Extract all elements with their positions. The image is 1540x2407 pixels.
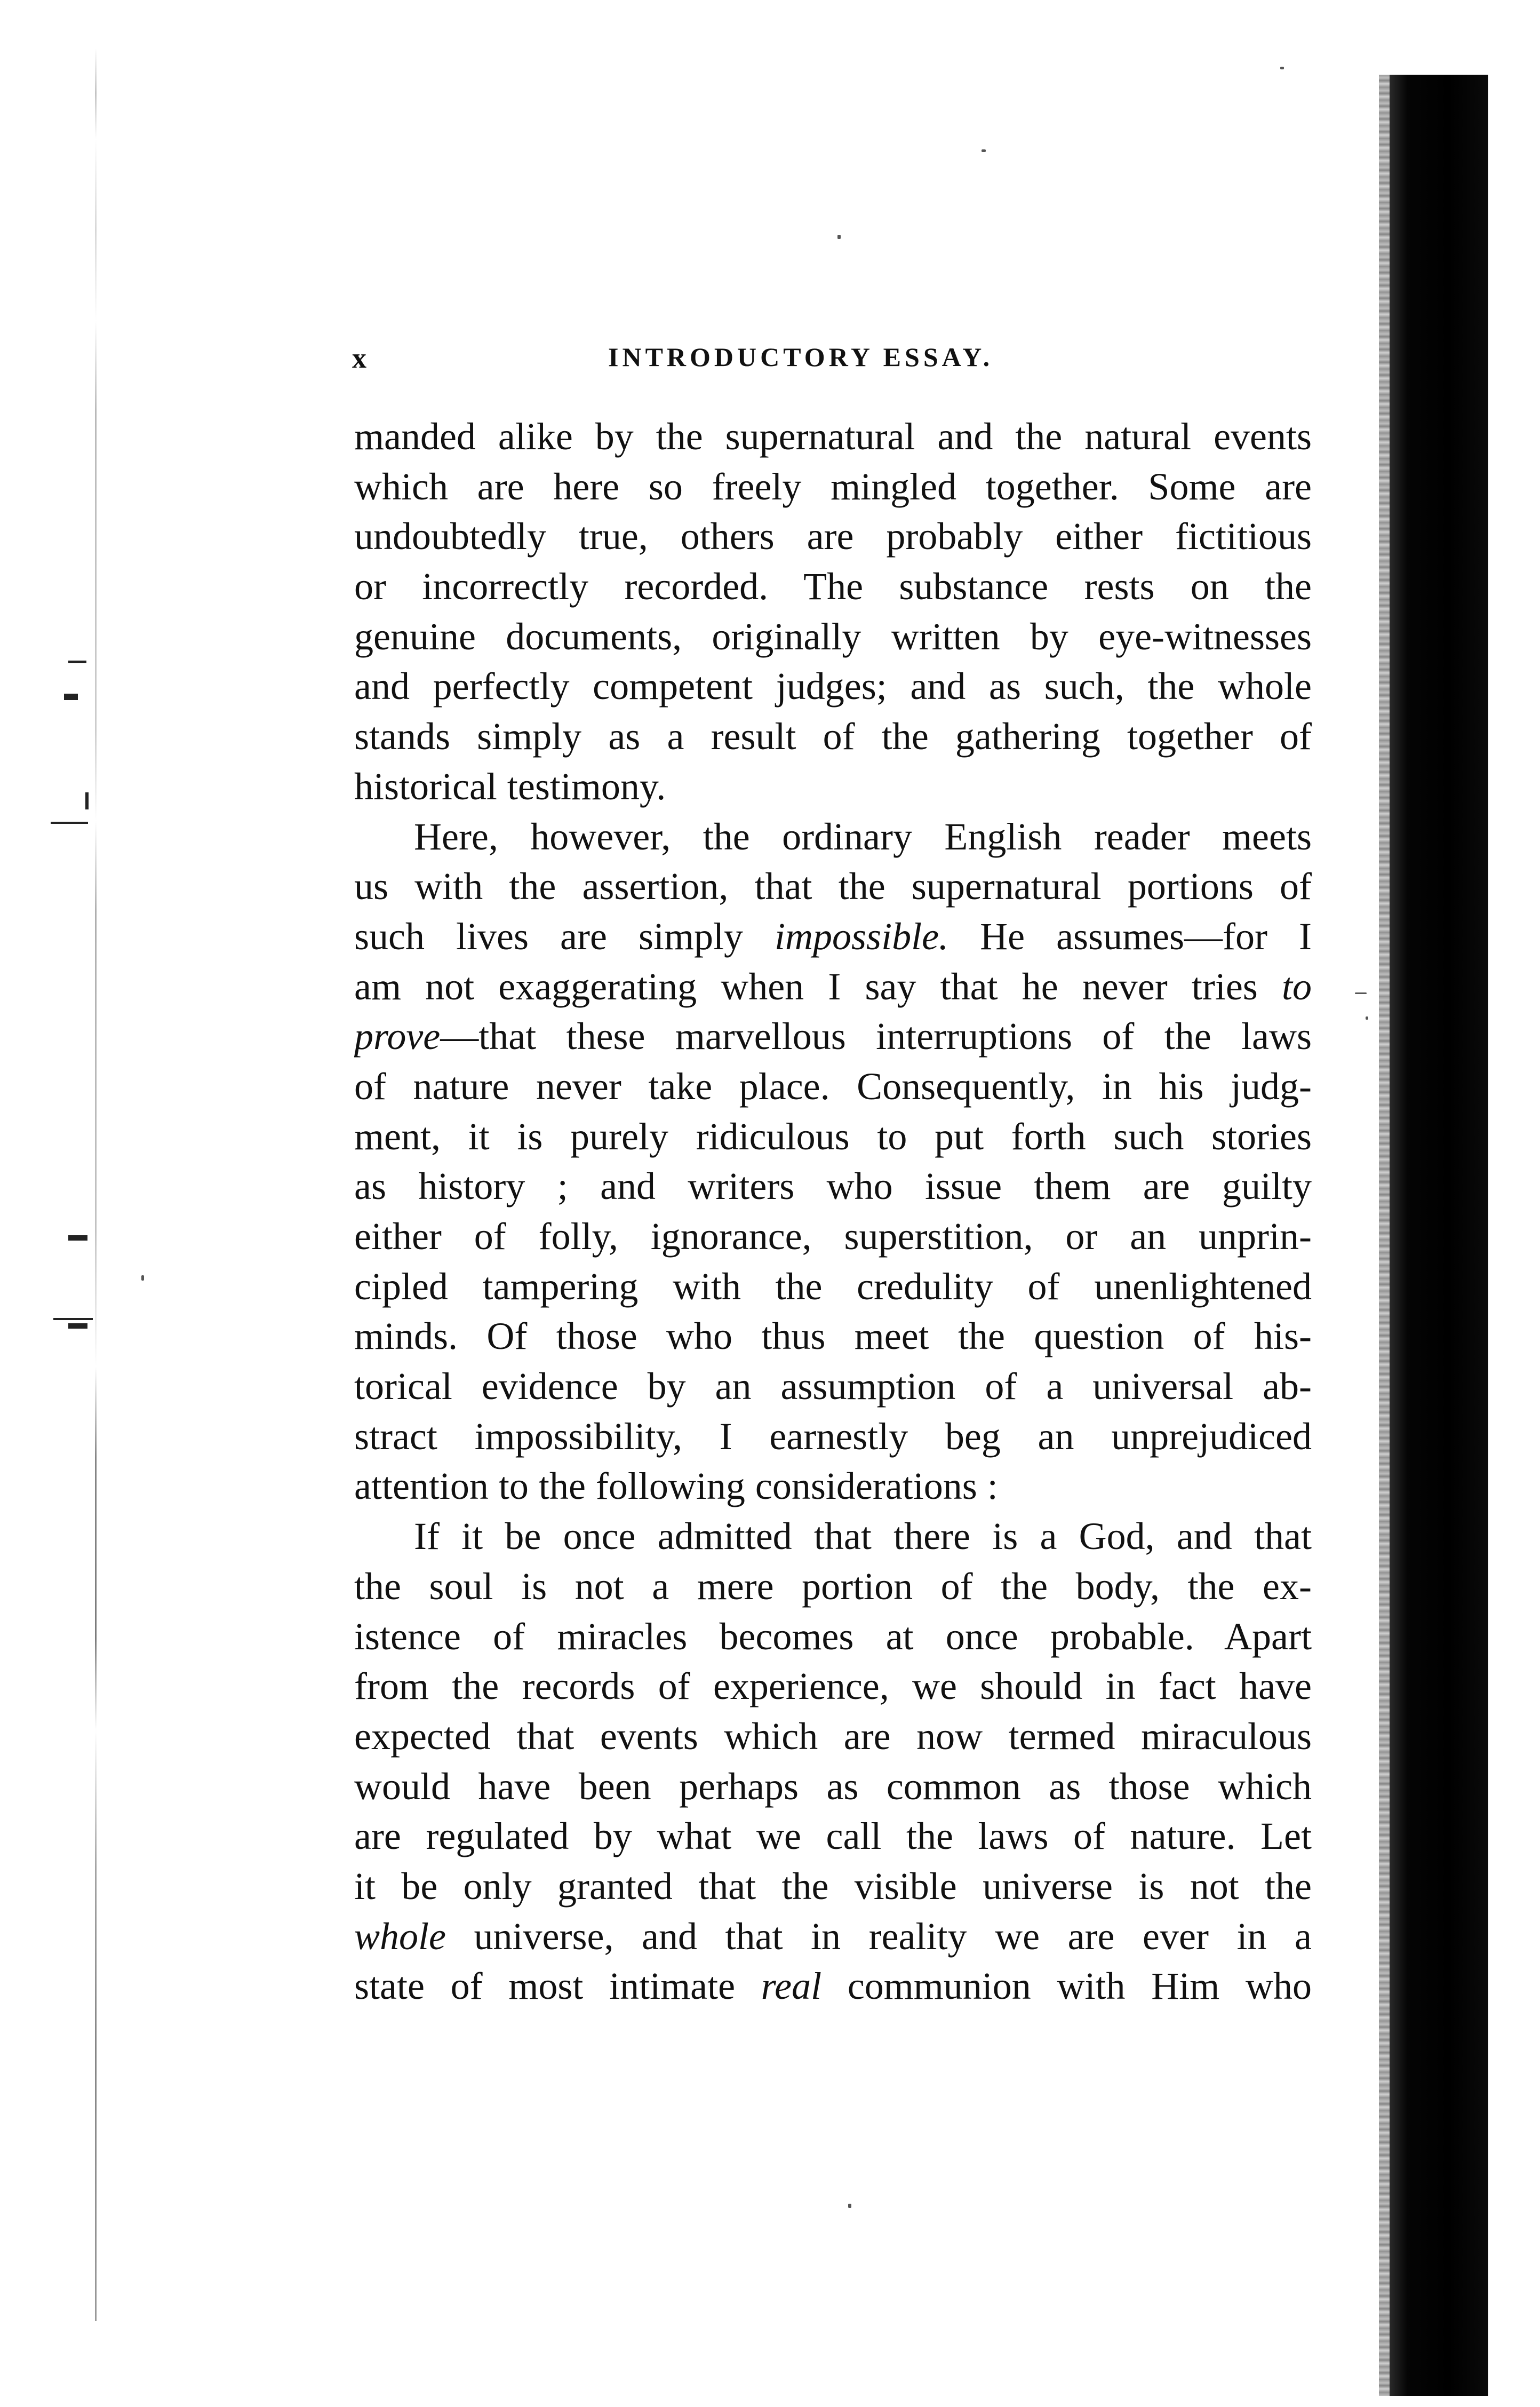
text-segment: are regulated by what we call the laws of nature. Let (354, 1815, 1312, 1858)
text-line (354, 1362, 1312, 1412)
text-segment: universe, and that in reality we are ever in a (445, 1915, 1312, 1958)
text-segment: such lives are simply (354, 915, 775, 958)
text-segment: cipled tampering with the credulity of unenlightened (354, 1265, 1312, 1308)
text-line (354, 1212, 1312, 1262)
text-segment: or incorrectly recorded. The substance rests on the (354, 565, 1312, 608)
left-margin-scan-line (95, 48, 97, 2321)
left-margin-mark (53, 1318, 93, 1320)
italic-text: to (1281, 965, 1312, 1008)
text-line (354, 1262, 1312, 1312)
text-line (354, 662, 1312, 712)
text-line (354, 462, 1312, 512)
text-line (354, 1812, 1312, 1862)
text-segment: manded alike by the supernatural and the natural events (354, 415, 1312, 458)
text-line (354, 1961, 1312, 2012)
left-margin-mark (85, 792, 89, 809)
text-segment: either of folly, ignorance, superstition, or an unprin- (354, 1215, 1312, 1258)
text-line (354, 1162, 1312, 1212)
text-segment: torical evidence by an assumption of a universal ab- (354, 1365, 1312, 1408)
text-line (354, 812, 1312, 862)
text-segment: would have been perhaps as common as those which (354, 1765, 1312, 1808)
text-segment: genuine documents, originally written by eye-witnesses (354, 615, 1312, 658)
text-line (354, 1012, 1312, 1062)
text-segment: ment, it is purely ridiculous to put forth such stories (354, 1115, 1312, 1158)
text-segment: state of most intimate (354, 1965, 761, 2008)
text-line (354, 862, 1312, 912)
text-line (354, 712, 1312, 762)
text-line (354, 762, 1312, 812)
page-number: x (352, 342, 368, 374)
text-segment: expected that events which are now termed miraculous (354, 1714, 1312, 1758)
scan-speck (848, 2204, 851, 2208)
scan-speck (1280, 67, 1284, 69)
text-line (354, 1062, 1312, 1112)
left-margin-mark (51, 822, 88, 824)
text-line (354, 612, 1312, 662)
text-segment: it be only granted that the visible universe is not the (354, 1864, 1312, 1908)
text-segment: stract impossibility, I earnestly beg an unprejudiced (354, 1415, 1312, 1458)
text-line (354, 1512, 1312, 1562)
text-segment: He assumes—for I (948, 915, 1312, 958)
text-line (354, 1412, 1312, 1462)
text-segment: and perfectly competent judges; and as such, the whole (354, 665, 1312, 708)
text-line (354, 412, 1312, 462)
text-segment: Here, however, the ordinary English reader meets (414, 815, 1312, 858)
text-line (354, 1461, 1312, 1512)
text-line (354, 1662, 1312, 1712)
text-segment: —that these marvellous interruptions of the laws (440, 1015, 1312, 1058)
scan-speck (1355, 992, 1367, 994)
text-line (354, 1312, 1312, 1362)
text-segment: from the records of experience, we should in fact have (354, 1665, 1312, 1708)
text-segment: attention to the following considerations : (354, 1465, 998, 1508)
left-margin-mark (68, 661, 86, 663)
italic-text: prove (354, 1015, 441, 1058)
text-segment: am not exaggerating when I say that he never tries (354, 965, 1282, 1008)
text-line (354, 562, 1312, 612)
text-line (354, 1112, 1312, 1162)
text-line (354, 962, 1312, 1012)
text-line (354, 912, 1312, 962)
text-segment: of nature never take place. Consequently, in his judg- (354, 1065, 1312, 1108)
text-segment: historical testimony. (354, 765, 666, 808)
text-segment: which are here so freely mingled together. Some are (354, 465, 1312, 508)
text-line (354, 1712, 1312, 1762)
running-title: INTRODUCTORY ESSAY. (608, 342, 994, 372)
text-segment: communion with Him who (821, 1965, 1312, 2008)
text-segment: the soul is not a mere portion of the body, the ex- (354, 1564, 1312, 1608)
italic-text: real (761, 1965, 822, 2008)
text-line (354, 1612, 1312, 1662)
left-margin-mark (68, 1323, 87, 1329)
text-segment: minds. Of those who thus meet the question of his- (354, 1315, 1312, 1358)
text-segment: as history ; and writers who issue them are guilty (354, 1165, 1312, 1208)
running-header (352, 341, 1312, 384)
text-segment: undoubtedly true, others are probably either fictitious (354, 515, 1312, 558)
scan-speck (141, 1275, 144, 1281)
text-line (354, 1862, 1312, 1912)
text-line (354, 512, 1312, 562)
text-line (354, 1762, 1312, 1812)
left-margin-mark (64, 694, 78, 700)
text-line (354, 1912, 1312, 1962)
scan-speck (837, 235, 841, 239)
left-margin-mark (68, 1235, 87, 1241)
text-segment: If it be once admitted that there is a God, and that (414, 1515, 1312, 1558)
italic-text: whole (354, 1915, 446, 1958)
text-segment: us with the assertion, that the supernatural portions of (354, 865, 1312, 908)
scan-speck (1366, 1016, 1368, 1020)
italic-text: impossible. (775, 915, 949, 958)
text-segment: istence of miracles becomes at once probable. Apart (354, 1615, 1312, 1658)
binding-gutter-shadow (1390, 75, 1488, 2396)
scan-speck (982, 149, 986, 152)
body-text (354, 412, 1312, 2012)
text-segment: stands simply as a result of the gathering together of (354, 715, 1312, 758)
text-line (354, 1562, 1312, 1612)
